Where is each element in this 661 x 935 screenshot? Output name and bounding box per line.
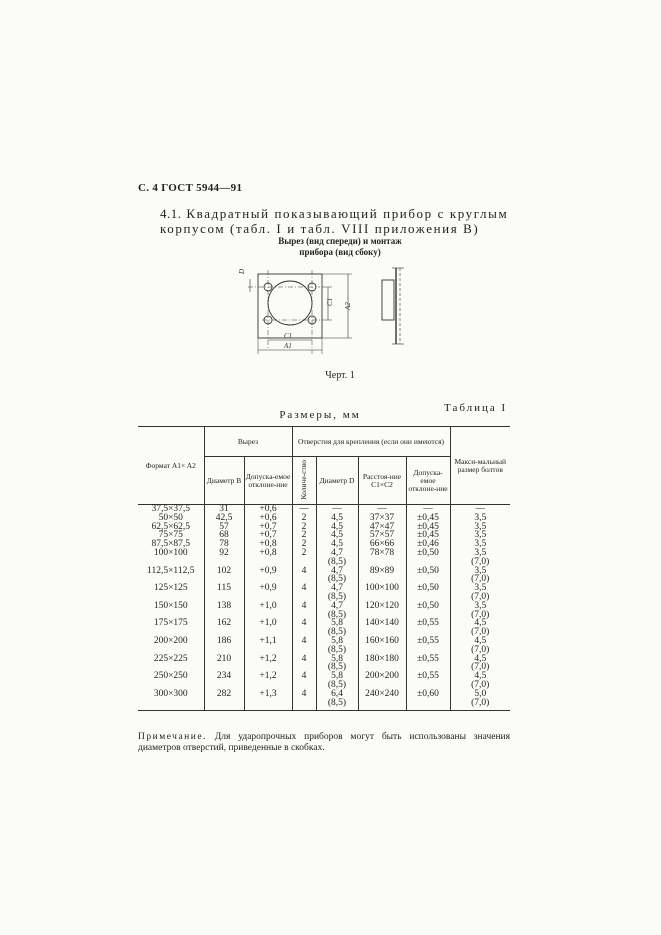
section-title-text: Квадратный показывающий прибор с круглым корпусом (табл. I и табл. VIII приложения В)	[160, 206, 509, 236]
section-number: 4.1.	[160, 206, 182, 221]
table-row	[138, 540, 510, 549]
cell-cutout-diameter: 210	[204, 655, 244, 673]
cell-cutout-diameter: 138	[204, 602, 244, 620]
cell-max-bolt	[450, 655, 510, 673]
cell-holes-diameter-value: 6,4	[331, 688, 343, 699]
cell-holes-tolerance: ±0,45	[406, 514, 450, 523]
cutout-circle	[268, 281, 312, 325]
cell-holes-count: 4	[292, 690, 316, 711]
cell-holes-tolerance: ±0,60	[406, 690, 450, 711]
cell-holes-diameter	[316, 619, 358, 637]
header-max-bolt: Макси-мальный размер болтов	[450, 427, 510, 505]
cell-holes-diameter-value: 4,5	[331, 539, 343, 550]
table-row	[138, 655, 510, 673]
cell-cutout-diameter: 31	[204, 505, 244, 514]
cell-holes-distance: 180×180	[358, 655, 406, 673]
cell-holes-diameter	[316, 672, 358, 690]
cell-holes-distance: 160×160	[358, 637, 406, 655]
cell-holes-distance: 89×89	[358, 567, 406, 585]
figure-caption-line1: Вырез (вид спереди) и монтаж	[278, 236, 402, 246]
cell-max-bolt	[450, 637, 510, 655]
cell-format: 125×125	[153, 583, 188, 594]
label-d: D	[238, 268, 246, 274]
cell-format: 37,5×37,5	[151, 504, 191, 514]
cell-holes-tolerance: —	[406, 505, 450, 514]
figure-caption-line2: прибора (вид сбоку)	[299, 247, 381, 257]
table-row	[138, 619, 510, 637]
cell-format: 150×150	[153, 600, 188, 611]
table-row	[138, 672, 510, 690]
cell-holes-count: 2	[292, 549, 316, 567]
cell-cutout-diameter: 42,5	[204, 514, 244, 523]
cell-format: 225×225	[153, 653, 188, 664]
table-row	[138, 549, 510, 567]
cell-cutout-tolerance: +1,3	[244, 690, 292, 711]
cell-holes-count: 2	[292, 523, 316, 532]
cell-max-bolt-alt: (7,0)	[471, 556, 490, 567]
label-a2: A2	[344, 302, 352, 310]
cell-max-bolt	[450, 584, 510, 602]
cell-max-bolt-value: 4,5	[474, 653, 487, 664]
table-title: Размеры, мм	[279, 409, 361, 421]
header-holes-count	[292, 457, 316, 505]
cell-holes-count: 4	[292, 567, 316, 585]
cell-holes-count: 4	[292, 655, 316, 673]
cell-cutout-tolerance: +0,9	[244, 584, 292, 602]
cell-holes-tolerance: ±0,50	[406, 549, 450, 567]
header-cutout: Вырез	[204, 427, 292, 457]
cell-holes-diameter-value: 5,8	[331, 618, 343, 629]
cell-max-bolt-alt: (7,0)	[471, 591, 490, 602]
cell-max-bolt-value: —	[475, 504, 485, 514]
cell-holes-distance: 100×100	[358, 584, 406, 602]
cell-cutout-tolerance: +1,0	[244, 602, 292, 620]
table-row	[138, 690, 510, 711]
cell-holes-diameter-value: 5,8	[331, 653, 343, 664]
cell-holes-diameter-value: 5,8	[331, 635, 343, 646]
cell-holes-distance: 240×240	[358, 690, 406, 711]
dimensions-table	[138, 426, 510, 711]
header-format: Формат A1× A2	[138, 427, 204, 505]
cell-holes-distance: 120×120	[358, 602, 406, 620]
table-row	[138, 584, 510, 602]
cell-max-bolt-value: 4,5	[474, 618, 487, 629]
cell-max-bolt-alt: (7,0)	[471, 697, 490, 708]
cell-max-bolt	[450, 619, 510, 637]
label-c1-vertical: C1	[326, 297, 334, 306]
cell-holes-diameter-value: 4,5	[331, 521, 343, 532]
cell-holes-diameter-alt: (8,5)	[327, 679, 347, 690]
front-view-panel	[258, 274, 322, 338]
note-label: Примечание.	[138, 732, 207, 742]
cell-holes-count: 2	[292, 514, 316, 523]
cell-holes-diameter-value: 4,7	[331, 565, 343, 576]
cell-holes-count: 2	[292, 531, 316, 540]
chart-label: Черт. 1	[325, 370, 355, 381]
cell-holes-count: 4	[292, 672, 316, 690]
cell-holes-distance: 47×47	[358, 523, 406, 532]
table-row	[138, 602, 510, 620]
cell-holes-distance: —	[358, 505, 406, 514]
note-text: Для ударопрочных приборов могут быть использованы значения диаметров отверстий, приведенные в скобках.	[138, 732, 510, 753]
cell-holes-tolerance: ±0,55	[406, 619, 450, 637]
table-label: Таблица I	[444, 402, 508, 414]
cell-holes-diameter-alt: (8,5)	[327, 697, 347, 708]
cell-holes-diameter-alt: (8,5)	[327, 574, 347, 585]
cell-max-bolt-alt: (7,0)	[471, 627, 490, 638]
cell-cutout-diameter: 92	[204, 549, 244, 567]
cell-max-bolt-value: 3,5	[474, 512, 487, 523]
cell-max-bolt-alt: (7,0)	[471, 609, 490, 620]
cell-format: 87,5×87,5	[151, 539, 191, 550]
cell-holes-diameter-value: 4,7	[331, 583, 343, 594]
header-holes-count-text: Количе-ство	[299, 459, 308, 500]
cell-cutout-diameter: 115	[204, 584, 244, 602]
cell-cutout-tolerance: +1,2	[244, 672, 292, 690]
cell-max-bolt-value: 3,5	[474, 547, 487, 558]
cell-holes-diameter	[316, 549, 358, 567]
page-header: С. 4 ГОСТ 5944—91	[138, 182, 243, 194]
cell-holes-distance: 66×66	[358, 540, 406, 549]
cell-holes-diameter-alt: (8,5)	[327, 662, 347, 673]
cell-holes-tolerance: ±0,55	[406, 672, 450, 690]
cell-holes-tolerance: ±0,45	[406, 531, 450, 540]
cell-holes-diameter-value: 4,5	[331, 530, 343, 541]
cell-holes-tolerance: ±0,50	[406, 567, 450, 585]
cell-cutout-diameter: 234	[204, 672, 244, 690]
cell-cutout-tolerance: +1,0	[244, 619, 292, 637]
cell-max-bolt-value: 3,5	[474, 530, 487, 541]
cell-max-bolt-value: 5,0	[474, 688, 487, 699]
cell-holes-diameter-value: 4,5	[331, 512, 343, 523]
cell-cutout-diameter: 162	[204, 619, 244, 637]
cell-holes-diameter	[316, 637, 358, 655]
cell-cutout-tolerance: +0,8	[244, 549, 292, 567]
cell-holes-tolerance: ±0,50	[406, 584, 450, 602]
cell-cutout-tolerance: +1,2	[244, 655, 292, 673]
cell-max-bolt-alt: (7,0)	[471, 574, 490, 585]
cell-max-bolt-value: 3,5	[474, 565, 487, 576]
cell-cutout-tolerance: +0,6	[244, 514, 292, 523]
header-holes: Отверстия для крепления (если они имеются)	[292, 427, 450, 457]
cell-cutout-diameter: 57	[204, 523, 244, 532]
cell-holes-diameter-alt: (8,5)	[327, 644, 347, 655]
cell-max-bolt-alt: (7,0)	[471, 679, 490, 690]
cell-holes-distance: 37×37	[358, 514, 406, 523]
cell-holes-diameter	[316, 655, 358, 673]
header-cutout-diameter: Диаметр B	[204, 457, 244, 505]
table-row	[138, 514, 510, 523]
cell-cutout-tolerance: +1,1	[244, 637, 292, 655]
header-cutout-tolerance: Допуска-емое отклоне-ние	[244, 457, 292, 505]
cell-holes-distance: 140×140	[358, 619, 406, 637]
cell-max-bolt	[450, 690, 510, 711]
label-c1: C1	[284, 332, 293, 340]
table-row	[138, 567, 510, 585]
cell-holes-diameter-alt: (8,5)	[327, 591, 347, 602]
table-body	[138, 505, 510, 711]
side-view-body	[382, 280, 394, 320]
cell-max-bolt-value: 4,5	[474, 671, 487, 682]
cell-holes-diameter	[316, 690, 358, 711]
cell-format: 100×100	[153, 547, 188, 558]
header-holes-distance: Расстоя-ние C1×C2	[358, 457, 406, 505]
cell-max-bolt-alt: (7,0)	[471, 662, 490, 673]
cell-cutout-diameter: 68	[204, 531, 244, 540]
cell-max-bolt-value: 3,5	[474, 539, 487, 550]
note	[138, 732, 510, 754]
cell-format: 250×250	[153, 671, 188, 682]
cell-holes-diameter-value: 4,7	[331, 547, 343, 558]
cell-max-bolt-value: 3,5	[474, 521, 487, 532]
section-title	[160, 206, 512, 236]
cell-holes-diameter-value: 4,7	[331, 600, 343, 611]
cell-max-bolt-alt: (7,0)	[471, 644, 490, 655]
cell-holes-count: 4	[292, 584, 316, 602]
cell-holes-diameter-alt: (8,5)	[327, 556, 347, 567]
cell-holes-diameter-alt: (8,5)	[327, 627, 347, 638]
cell-format: 200×200	[153, 635, 188, 646]
cell-holes-count: 4	[292, 637, 316, 655]
table-row	[138, 637, 510, 655]
cell-holes-count: —	[292, 505, 316, 514]
cell-cutout-tolerance: +0,7	[244, 523, 292, 532]
cell-holes-distance: 57×57	[358, 531, 406, 540]
cell-max-bolt	[450, 567, 510, 585]
table-row	[138, 531, 510, 540]
table-row	[138, 523, 510, 532]
cell-holes-diameter	[316, 602, 358, 620]
technical-drawing	[236, 262, 416, 362]
cell-max-bolt-value: 3,5	[474, 600, 487, 611]
cell-format: 175×175	[153, 618, 188, 629]
cell-holes-count: 2	[292, 540, 316, 549]
cell-holes-diameter	[316, 567, 358, 585]
cell-holes-diameter-alt: (8,5)	[327, 609, 347, 620]
cell-holes-distance: 200×200	[358, 672, 406, 690]
cell-max-bolt-value: 3,5	[474, 583, 487, 594]
cell-cutout-tolerance: +0,9	[244, 567, 292, 585]
cell-cutout-tolerance: +0,7	[244, 531, 292, 540]
cell-holes-tolerance: ±0,45	[406, 523, 450, 532]
header-holes-tolerance: Допуска-емое отклоне-ние	[406, 457, 450, 505]
cell-holes-tolerance: ±0,55	[406, 655, 450, 673]
cell-holes-diameter-value: —	[332, 504, 342, 514]
cell-holes-diameter	[316, 584, 358, 602]
label-a1: A1	[284, 342, 292, 350]
cell-holes-diameter-value: 5,8	[331, 671, 343, 682]
cell-cutout-diameter: 102	[204, 567, 244, 585]
cell-max-bolt	[450, 549, 510, 567]
cell-format: 75×75	[158, 530, 183, 541]
cell-max-bolt	[450, 672, 510, 690]
cell-holes-tolerance: ±0,55	[406, 637, 450, 655]
cell-max-bolt-value: 4,5	[474, 635, 487, 646]
cell-cutout-diameter: 78	[204, 540, 244, 549]
cell-holes-distance: 78×78	[358, 549, 406, 567]
cell-format: 300×300	[138, 690, 204, 711]
cell-cutout-tolerance: +0,6	[244, 505, 292, 514]
figure-caption	[240, 236, 440, 258]
cell-holes-tolerance: ±0,50	[406, 602, 450, 620]
cell-max-bolt	[450, 602, 510, 620]
cell-format: 112,5×112,5	[147, 565, 195, 576]
cell-cutout-diameter: 186	[204, 637, 244, 655]
cell-holes-count: 4	[292, 619, 316, 637]
cell-format: 62,5×62,5	[151, 521, 191, 532]
header-holes-diameter: Диаметр D	[316, 457, 358, 505]
cell-holes-count: 4	[292, 602, 316, 620]
table-row	[138, 505, 510, 514]
cell-holes-tolerance: ±0,46	[406, 540, 450, 549]
cell-format: 50×50	[158, 512, 183, 523]
cell-cutout-tolerance: +0,8	[244, 540, 292, 549]
cell-cutout-diameter: 282	[204, 690, 244, 711]
